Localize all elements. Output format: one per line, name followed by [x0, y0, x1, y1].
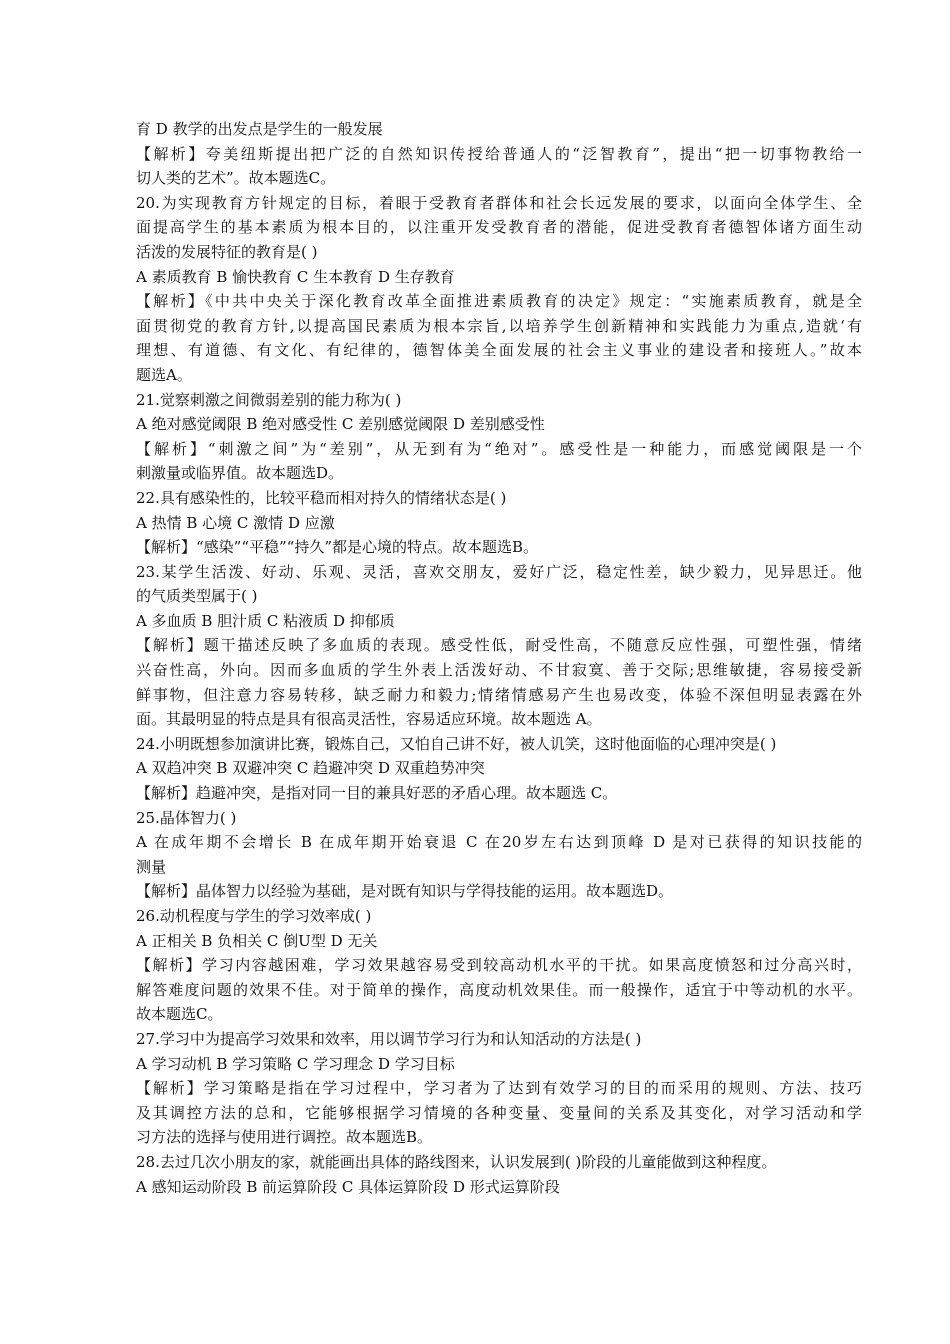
text-line: 的气质类型属于( )	[136, 587, 258, 606]
text-line: 刺激量或临界值。故本题选D。	[136, 464, 344, 483]
text-line: 切人类的艺术”。故本题选C。	[136, 169, 336, 188]
text-line: 故本题选C。	[136, 1005, 223, 1024]
text-line: A 绝对感觉阈限 B 绝对感受性 C 差别感觉阈限 D 差别感受性	[136, 415, 545, 434]
text-line: 28.去过几次小朋友的家，就能画出具体的路线图来，认识发展到( )阶段的儿童能做到这种程度。	[136, 1152, 777, 1171]
text-line: 面。其最明显的特点是具有很高灵活性，容易适应环境。故本题选 A。	[136, 710, 602, 729]
text-line: 育 D 教学的出发点是学生的一般发展	[136, 120, 383, 138]
text-line: A 双趋冲突 B 双避冲突 C 趋避冲突 D 双重趋势冲突	[136, 759, 485, 778]
text-line: 面贯彻党的教育方针,以提高国民素质为根本宗旨,以培养学生创新精神和实践能力为重点,造就‘有	[136, 316, 862, 335]
text-line: 21.觉察刺激之间微弱差别的能力称为( )	[136, 390, 402, 409]
text-line: 【解析】“感染”“平稳”“持久”都是心境的特点。故本题选B。	[136, 538, 539, 557]
text-line: 面提高学生的基本素质为根本目的，以注重开发受教育者的潜能，促进受教育者德智体诸方面生动	[136, 218, 862, 237]
text-line: 【解析】学习策略是指在学习过程中，学习者为了达到有效学习的目的而采用的规则、方法、技巧	[136, 1079, 862, 1098]
text-line: A 感知运动阶段 B 前运算阶段 C 具体运算阶段 D 形式运算阶段	[136, 1177, 560, 1196]
text-line: 活泼的发展特征的教育是( )	[136, 242, 318, 261]
text-line: 理想、有道德、有文化、有纪律的，德智体美全面发展的社会主义事业的建设者和接班人。”故本	[136, 341, 862, 360]
text-line: 【解析】《中共中央关于深化教育改革全面推进素质教育的决定》规定：“实施素质教育，就是全	[136, 292, 862, 311]
text-line: 【解析】晶体智力以经验为基础，是对既有知识与学得技能的运用。故本题选D。	[136, 882, 674, 901]
text-line: 20.为实现教育方针规定的目标，着眼于受教育者群体和社会长远发展的要求，以面向全体学生、全	[136, 193, 862, 212]
text-line: A 正相关 B 负相关 C 倒U型 D 无关	[136, 931, 378, 950]
text-line: A 热情 B 心境 C 激情 D 应激	[136, 513, 335, 532]
text-line: 测量	[136, 857, 167, 876]
text-line: 24.小明既想参加演讲比赛，锻炼自己，又怕自己讲不好，被人讥笑，这时他面临的心理冲突是( )	[136, 734, 777, 753]
text-line: 鲜事物，但注意力容易转移，缺乏耐力和毅力;情绪情感易产生也易改变，体验不深但明显表露在外	[136, 685, 862, 704]
text-line: 25.晶体智力( )	[136, 808, 237, 827]
text-line: 【解析】学习内容越困难，学习效果越容易受到较高动机水平的干扰。如果高度愤怒和过分高兴时，	[136, 956, 862, 975]
text-line: 23.某学生活泼、好动、乐观、灵活，喜欢交朋友，爱好广泛，稳定性差，缺少毅力，见异思迁。他	[136, 562, 862, 581]
text-line: 题选A。	[136, 365, 192, 384]
text-line: A 多血质 B 胆汁质 C 粘液质 D 抑郁质	[136, 611, 395, 630]
document-body	[136, 117, 862, 1199]
text-line: 习方法的选择与使用进行调控。故本题选B。	[136, 1128, 433, 1147]
text-line: 22.具有感染性的，比较平稳而相对持久的情绪状态是( )	[136, 488, 507, 507]
text-line: 26.动机程度与学生的学习效率成( )	[136, 907, 372, 925]
text-line: A 在成年期不会增长 B 在成年期开始衰退 C 在20岁左右达到顶峰 D 是对已获得的知识技能的	[136, 833, 862, 852]
text-line: 兴奋性高，外向。因而多血质的学生外表上活泼好动、不甘寂寞、善于交际;思维敏捷，容易接受新	[136, 661, 862, 680]
text-line: A 素质教育 B 愉快教育 C 生本教育 D 生存教育	[136, 267, 455, 286]
text-line: A 学习动机 B 学习策略 C 学习理念 D 学习目标	[136, 1054, 455, 1073]
text-line: 及其调控方法的总和，它能够根据学习情境的各种变量、变量间的关系及其变化，对学习活动和学	[136, 1103, 862, 1122]
text-line: 【解析】夸美纽斯提出把广泛的自然知识传授给普通人的“泛智教育”，提出“把一切事物教给一	[136, 144, 862, 163]
text-line: 【解析】趋避冲突，是指对同一目的兼具好恶的矛盾心理。故本题选 C。	[136, 784, 618, 803]
text-line: 27.学习中为提高学习效果和效率，用以调节学习行为和认知活动的方法是( )	[136, 1029, 642, 1048]
text-line: 【解析】“刺激之间”为“差别”，从无到有为“绝对”。感受性是一种能力，而感觉阈限是一个	[136, 439, 862, 458]
text-line: 【解析】题干描述反映了多血质的表现。感受性低，耐受性高，不随意反应性强，可塑性强，情绪	[136, 636, 862, 655]
text-line: 解答难度问题的效果不佳。对于简单的操作，高度动机效果佳。而一般操作，适宜于中等动机的水平。	[136, 980, 862, 999]
